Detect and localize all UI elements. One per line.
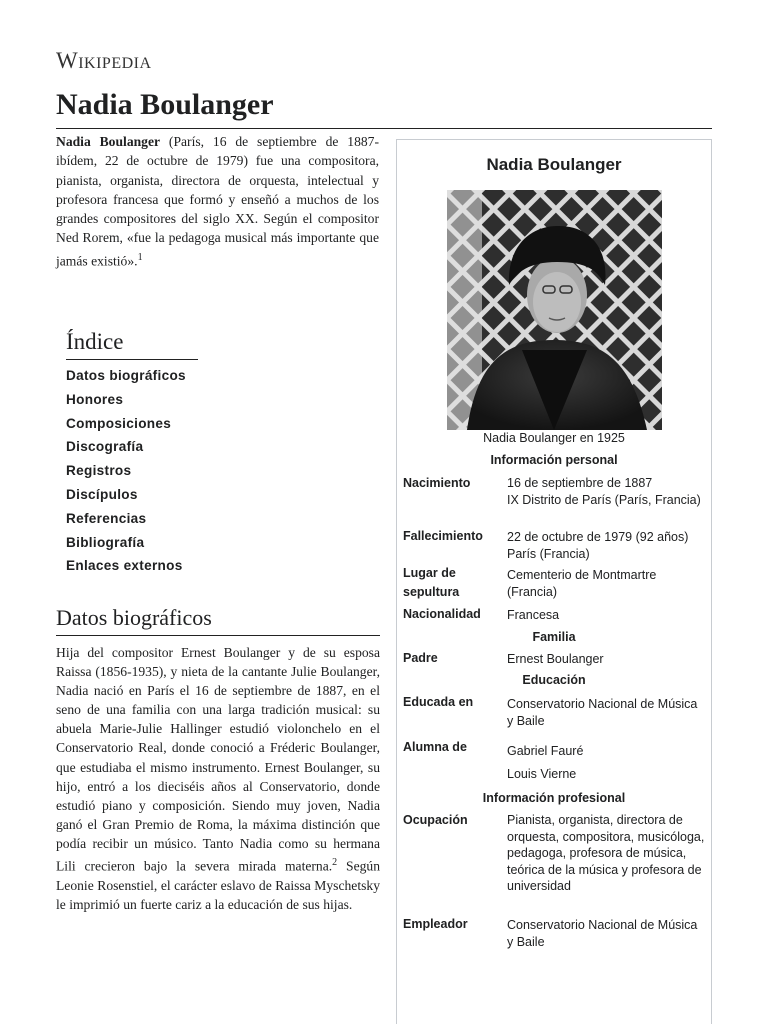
birth-place[interactable]: IX Distrito de París (París, Francia) (507, 492, 701, 507)
death-place[interactable]: París (Francia) (507, 546, 590, 561)
portrait-caption: Nadia Boulanger en 1925 (483, 431, 625, 445)
toc-item-enlaces-externos[interactable]: Enlaces externos (66, 558, 183, 574)
lead-ref[interactable]: 1 (137, 251, 143, 263)
portrait-image (447, 190, 662, 430)
occupation-label: Ocupación (403, 813, 468, 827)
father-label: Padre (403, 651, 438, 665)
teacher-vierne[interactable]: Louis Vierne (507, 767, 577, 781)
birth-date[interactable]: 16 de septiembre de 1887 (507, 476, 653, 490)
toc-item-registros[interactable]: Registros (66, 463, 132, 479)
portrait-photo[interactable] (447, 190, 662, 430)
toc-item-referencias[interactable]: Referencias (66, 510, 147, 526)
lead-paragraph (56, 132, 379, 271)
toc-item-discipulos[interactable]: Discípulos (66, 486, 138, 502)
section-paragraph (56, 643, 380, 914)
infobox-title: Nadia Boulanger (486, 155, 622, 174)
table-of-contents (66, 326, 198, 578)
wikipedia-logo[interactable]: Wikipedia (56, 48, 152, 73)
nationality-value: Francesa (507, 608, 560, 622)
father-value[interactable]: Ernest Boulanger (507, 652, 604, 666)
educated-label: Educada en (403, 695, 474, 709)
toc-item-discografia[interactable]: Discografía (66, 439, 144, 455)
toc-item-datos-biograficos[interactable]: Datos biográficos (66, 368, 186, 383)
birth-value (507, 475, 707, 508)
burial-value[interactable]: Cementerio de Montmartre (Francia) (507, 568, 657, 599)
toc-item-honores[interactable]: Honores (66, 391, 124, 407)
occupation-value: Pianista, organista, directora de orquesta, compositora, musicóloga, pedagoga, profesora de música, teórica de la música y profesora de universidad (507, 813, 705, 893)
lead-text: (París, 16 de septiembre de 1887-ibídem, 22 de octubre de 1979) fue una compositora, pianista, organista, directora de orquesta, intelectual y profesora francesa que formó y enseñó a muchos de los grandes compositores del siglo XX. Según el compositor Ned Rorem, «fue la pedagoga musical más importante que jamás existió». (56, 134, 379, 269)
infobox-header-professional: Información profesional (482, 791, 626, 805)
infobox-header-education: Educación (522, 673, 586, 687)
death-label: Fallecimiento (403, 529, 483, 543)
toc-item-bibliografia[interactable]: Bibliografía (66, 534, 145, 550)
nationality-label: Nacionalidad (403, 607, 481, 621)
toc-item-composiciones[interactable]: Composiciones (66, 415, 172, 431)
student-label: Alumna de (403, 740, 467, 754)
birth-label: Nacimiento (403, 476, 471, 490)
educated-value[interactable]: Conservatorio Nacional de Música y Baile (507, 697, 698, 728)
toc-title: Índice (66, 326, 198, 360)
teacher-faure[interactable]: Gabriel Fauré (507, 744, 584, 758)
page-title: Nadia Boulanger (56, 86, 712, 129)
death-value (507, 529, 707, 562)
lead-name: Nadia Boulanger (56, 134, 161, 149)
toc-list (66, 364, 198, 578)
burial-label: Lugar de sepultura (403, 566, 460, 599)
section-ref[interactable]: 2 (332, 857, 338, 869)
employer-label: Empleador (403, 917, 468, 931)
infobox (396, 139, 712, 1024)
infobox-header-personal: Información personal (490, 453, 618, 467)
section-title-datos-biograficos: Datos biográficos (56, 603, 380, 636)
section-text-1: Hija del compositor Ernest Boulanger y de su esposa Raissa (1856-1935), y nieta de la cantante Julie Boulanger, Nadia nació en París el 16 de septiembre de 1887, en el seno de una familia con una larga tradición musical: su abuela Marie-Julie Hallinger estudió violonchelo en el Conservatorio Real, donde conoció a Fréderic Boulanger, que estudiaba el mismo instrumento. Ernest Boulanger, su hijo, entró a los dieciséis años al Conservatorio, donde estudió piano y composición. Siendo muy joven, Nadia ganó el Gran Premio de Roma, la máxima distinción que podía recibir un músico. Tanto Nadia como su hermana Lili crecieron bajo la severa mirada materna. (56, 645, 380, 874)
death-date[interactable]: 22 de octubre de 1979 (92 años) (507, 530, 689, 544)
employer-value[interactable]: Conservatorio Nacional de Música y Baile (507, 918, 698, 949)
section-text-2: Según Leonie Rosenstiel, el carácter eslavo de Raissa Myschetsky le imprimió un fuerte cariz a la educación de sus hijas. (56, 858, 380, 912)
infobox-header-family: Familia (532, 630, 576, 644)
student-value (507, 740, 707, 786)
